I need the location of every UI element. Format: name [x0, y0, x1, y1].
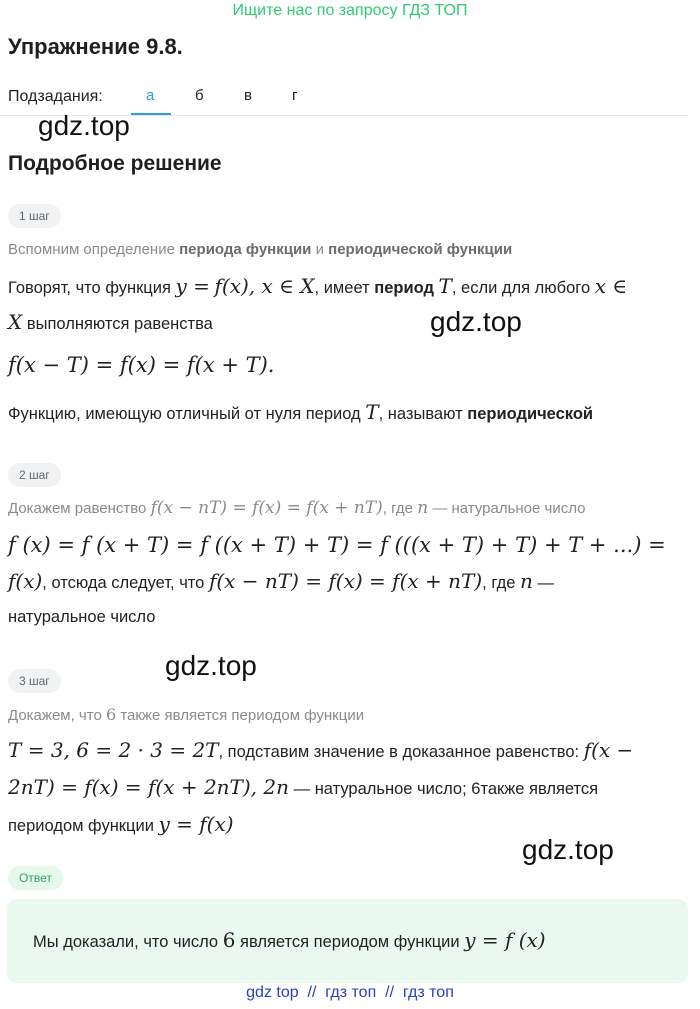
tab-g[interactable]: г [292, 87, 298, 104]
watermark: gdz.top [38, 110, 130, 141]
watermark: gdz.top [165, 650, 257, 681]
step-3-line-3: периодом функции y = f(x) [8, 812, 234, 836]
step-1-badge: 1 шаг [8, 204, 61, 228]
step-2-line-1: f (x) = f (x + T) = f ((x + T) + T) = f (((x + T) + T) + T + ...) = [8, 533, 666, 557]
step-1-line-1: Говорят, что функция y = f(x), x ∈ X, имеет период T, если для любого x ∈ [8, 274, 628, 298]
answer-badge: Ответ [8, 866, 63, 890]
footer-links[interactable]: gdz top // гдз топ // гдз топ [246, 984, 454, 1001]
solution-title: Подробное решение [8, 152, 222, 175]
answer-text: Мы доказали, что число 6 является периодом функции y = f (x) [33, 928, 546, 952]
step-1-line-4: Функцию, имеющую отличный от нуля период T, называют периодической [8, 400, 594, 424]
subtasks-label: Подзадания: [8, 88, 103, 105]
tab-a[interactable]: а [146, 87, 155, 104]
tab-v[interactable]: в [244, 87, 252, 104]
step-2-hint: Докажем равенство f(x − nT) = f(x) = f(x + nT), где n — натуральное число [8, 498, 586, 518]
page-title: Упражнение 9.8. [8, 34, 183, 59]
search-banner: Ищите нас по запросу ГДЗ ТОП [232, 2, 468, 19]
step-2-badge: 2 шаг [8, 463, 61, 487]
watermark: gdz.top [522, 834, 614, 865]
step-1-line-2: X выполняются равенства [8, 310, 213, 334]
tab-b[interactable]: б [195, 87, 204, 104]
step-2-line-2: f(x), отсюда следует, что f(x − nT) = f(x) = f(x + nT), где n — [8, 569, 554, 593]
step-1-formula: f(x − T) = f(x) = f(x + T). [8, 353, 275, 377]
step-2-line-3: натуральное число [8, 608, 156, 626]
watermark: gdz.top [430, 306, 522, 337]
step-3-line-1: T = 3, 6 = 2 · 3 = 2T, подставим значение в доказанное равенство: f(x − [8, 738, 634, 762]
step-3-line-2: 2nT) = f(x) = f(x + 2nT), 2n — натуральное число; 6также является [8, 775, 599, 799]
step-1-hint: Вспомним определение периода функции и периодической функции [8, 241, 513, 258]
step-3-badge: 3 шаг [8, 669, 61, 693]
step-3-hint: Докажем, что 6 также является периодом функции [8, 705, 365, 724]
